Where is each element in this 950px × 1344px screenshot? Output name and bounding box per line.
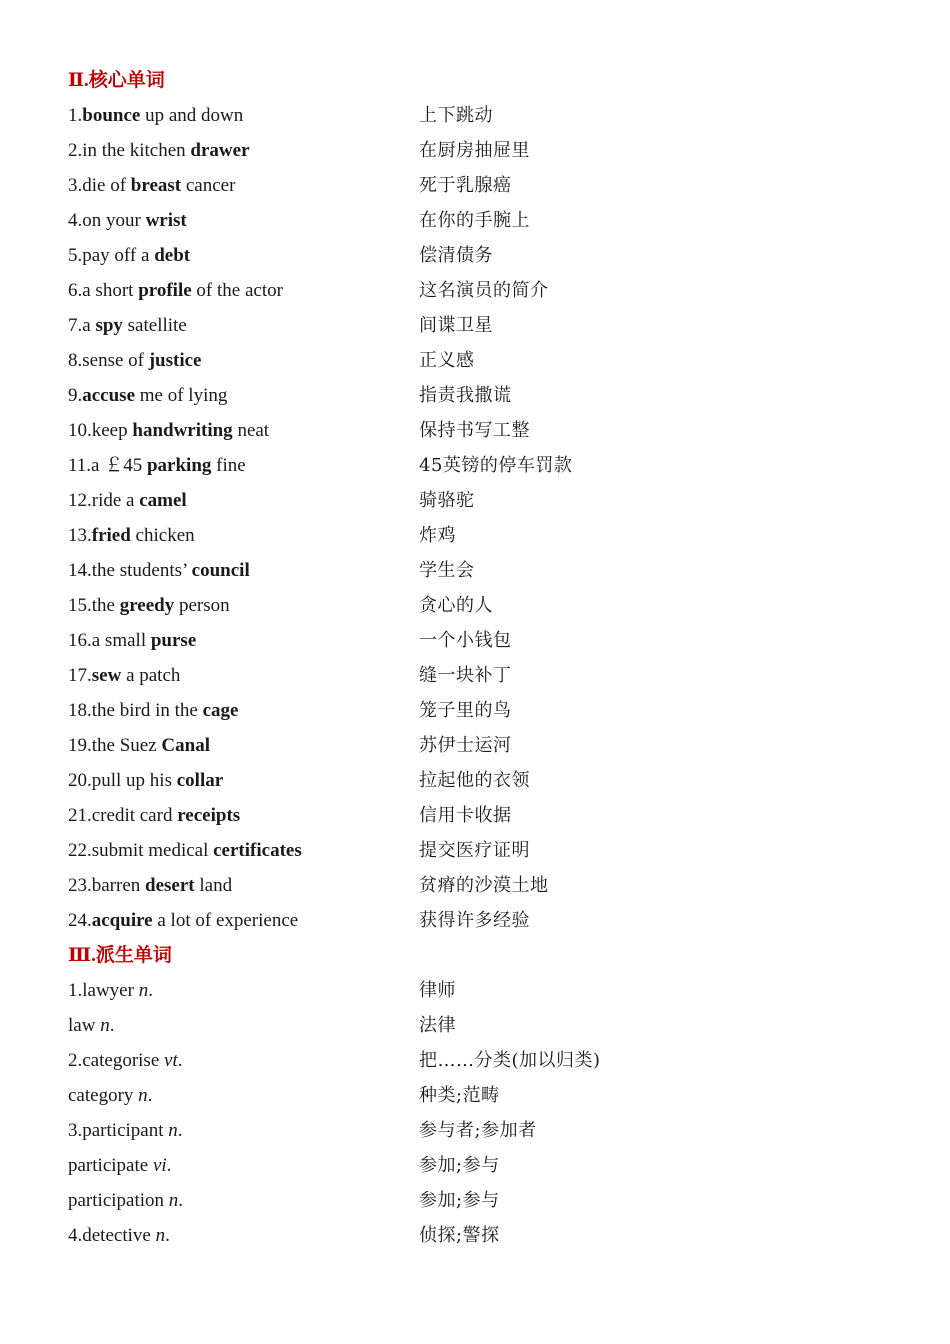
english-phrase <box>68 763 223 798</box>
item-number: 23. <box>68 875 92 896</box>
phrase-prefix: the <box>91 595 120 616</box>
chinese-translation: 贪心的人 <box>419 595 493 616</box>
english-phrase <box>68 973 153 1008</box>
part-of-speech: n <box>138 1085 148 1106</box>
item-number: 13. <box>68 525 92 546</box>
item-number: 16. <box>68 630 92 651</box>
item-number: 5. <box>68 245 83 266</box>
english-phrase <box>68 798 240 833</box>
chinese-translation: 保持书写工整 <box>419 420 530 441</box>
phrase-prefix: the Suez <box>91 735 162 756</box>
english-phrase <box>68 1078 152 1113</box>
chinese-translation: 贫瘠的沙漠土地 <box>419 875 549 896</box>
keyword: council <box>191 560 250 581</box>
item-number: 3. <box>68 1120 83 1141</box>
chinese-translation: 学生会 <box>419 560 475 581</box>
item-number: 18. <box>68 700 92 721</box>
vocab-row <box>68 448 888 483</box>
keyword: handwriting <box>132 420 233 441</box>
english-phrase <box>68 238 190 273</box>
keyword: Canal <box>161 735 210 756</box>
chinese-translation: 提交医疗证明 <box>419 840 530 861</box>
phrase-suffix: a lot of experience <box>152 910 299 931</box>
vocab-row <box>68 1043 888 1078</box>
english-phrase <box>68 168 235 203</box>
part-of-speech: vt <box>164 1050 178 1071</box>
vocab-row <box>68 98 888 133</box>
keyword: wrist <box>145 210 187 231</box>
keyword: spy <box>95 315 123 336</box>
part-of-speech: n <box>138 980 149 1001</box>
vocab-row <box>68 343 888 378</box>
phrase-suffix: fine <box>211 455 246 476</box>
pos-period: . <box>166 1155 172 1176</box>
keyword: purse <box>150 630 197 651</box>
english-phrase <box>68 658 180 693</box>
chinese-translation: 炸鸡 <box>419 525 456 546</box>
chinese-translation: 参加;参与 <box>419 1190 500 1211</box>
item-number: 20. <box>68 770 92 791</box>
vocab-row <box>68 588 888 623</box>
section-title: Ⅱ.核心单词 <box>68 70 165 91</box>
chinese-translation: 获得许多经验 <box>419 910 530 931</box>
phrase-prefix: in the kitchen <box>82 140 191 161</box>
phrase-prefix: die of <box>82 175 131 196</box>
vocab-row <box>68 973 888 1008</box>
chinese-translation: 骑骆驼 <box>419 490 475 511</box>
vocab-row <box>68 833 888 868</box>
keyword: camel <box>139 490 187 511</box>
vocab-row <box>68 378 888 413</box>
part-of-speech: n <box>168 1120 178 1141</box>
item-number: 1. <box>68 105 83 126</box>
keyword: greedy <box>119 595 175 616</box>
item-number: 1. <box>68 980 83 1001</box>
part-of-speech: n <box>100 1015 110 1036</box>
phrase-prefix: credit card <box>91 805 178 826</box>
phrase-prefix: lawyer <box>82 980 139 1001</box>
item-number: 12. <box>68 490 92 511</box>
chinese-translation: 苏伊士运河 <box>419 735 512 756</box>
pos-period: . <box>177 1050 183 1071</box>
keyword: justice <box>148 350 202 371</box>
vocab-row <box>68 168 888 203</box>
english-phrase <box>68 133 250 168</box>
english-phrase <box>68 1218 170 1253</box>
phrase-prefix: category <box>68 1085 139 1106</box>
english-phrase <box>68 693 238 728</box>
english-phrase <box>68 1008 114 1043</box>
part-of-speech: vi <box>152 1155 167 1176</box>
item-number: 9. <box>68 385 83 406</box>
phrase-prefix: barren <box>91 875 146 896</box>
phrase-prefix: a small <box>91 630 151 651</box>
vocab-row <box>68 868 888 903</box>
item-number: 11. <box>68 455 92 476</box>
english-phrase <box>68 903 298 938</box>
vocab-row <box>68 1148 888 1183</box>
keyword: sew <box>91 665 122 686</box>
keyword: certificates <box>213 840 302 861</box>
vocab-row <box>68 238 888 273</box>
chinese-translation: 在你的手腕上 <box>419 210 530 231</box>
phrase-prefix: a ￡45 <box>91 455 147 476</box>
english-phrase <box>68 308 187 343</box>
keyword: cage <box>202 700 239 721</box>
pos-period: . <box>147 1085 153 1106</box>
phrase-suffix: up and down <box>140 105 244 126</box>
english-phrase <box>68 588 230 623</box>
vocab-row <box>68 273 888 308</box>
keyword: desert <box>145 875 195 896</box>
vocab-row <box>68 413 888 448</box>
phrase-prefix: on your <box>82 210 146 231</box>
english-phrase <box>68 1043 182 1078</box>
keyword: parking <box>146 455 212 476</box>
english-phrase <box>68 623 196 658</box>
chinese-translation: 缝一块补丁 <box>419 665 512 686</box>
phrase-suffix: land <box>194 875 233 896</box>
pos-period: . <box>178 1190 184 1211</box>
chinese-translation: 侦探;警探 <box>419 1225 500 1246</box>
phrase-prefix: a <box>82 315 96 336</box>
phrase-prefix: participate <box>68 1155 153 1176</box>
english-phrase <box>68 378 227 413</box>
keyword: drawer <box>190 140 250 161</box>
phrase-prefix: detective <box>82 1225 156 1246</box>
phrase-suffix: me of lying <box>135 385 228 406</box>
english-phrase <box>68 203 187 238</box>
phrase-prefix: participation <box>68 1190 169 1211</box>
keyword: profile <box>138 280 192 301</box>
vocab-row <box>68 308 888 343</box>
item-number: 10. <box>68 420 92 441</box>
vocabulary-page <box>68 63 888 1253</box>
pos-period: . <box>165 1225 170 1246</box>
vocab-row <box>68 1008 888 1043</box>
english-phrase <box>68 518 195 553</box>
item-number: 22. <box>68 840 92 861</box>
english-phrase <box>68 1148 171 1183</box>
english-phrase <box>68 1183 183 1218</box>
item-number: 14. <box>68 560 92 581</box>
phrase-prefix: the students’ <box>91 560 192 581</box>
part-of-speech: n <box>168 1190 179 1211</box>
chinese-translation: 死于乳腺癌 <box>419 175 512 196</box>
english-phrase <box>68 98 243 133</box>
chinese-translation: 在厨房抽屉里 <box>419 140 530 161</box>
keyword: fried <box>91 525 131 546</box>
vocab-row <box>68 553 888 588</box>
chinese-translation: 种类;范畴 <box>419 1085 500 1106</box>
vocab-row <box>68 693 888 728</box>
item-number: 17. <box>68 665 92 686</box>
english-phrase <box>68 343 202 378</box>
vocab-row <box>68 728 888 763</box>
item-number: 4. <box>68 210 83 231</box>
vocab-row <box>68 1183 888 1218</box>
phrase-prefix: ride a <box>91 490 140 511</box>
english-phrase <box>68 448 246 483</box>
chinese-translation: 45英镑的停车罚款 <box>419 455 573 476</box>
phrase-suffix: neat <box>232 420 270 441</box>
chinese-translation: 这名演员的简介 <box>419 280 549 301</box>
phrase-prefix: submit medical <box>91 840 214 861</box>
english-phrase <box>68 553 250 588</box>
phrase-prefix: law <box>68 1015 101 1036</box>
vocab-row <box>68 1218 888 1253</box>
phrase-prefix: participant <box>82 1120 169 1141</box>
item-number: 21. <box>68 805 92 826</box>
english-phrase <box>68 868 232 903</box>
keyword: bounce <box>82 105 141 126</box>
phrase-prefix: categorise <box>82 1050 165 1071</box>
item-number: 7. <box>68 315 83 336</box>
keyword: acquire <box>91 910 153 931</box>
chinese-translation: 偿清债务 <box>419 245 493 266</box>
item-number: 24. <box>68 910 92 931</box>
english-phrase <box>68 483 187 518</box>
phrase-suffix: satellite <box>122 315 187 336</box>
english-phrase <box>68 728 210 763</box>
chinese-translation: 正义感 <box>419 350 475 371</box>
phrase-prefix: a short <box>82 280 139 301</box>
item-number: 2. <box>68 140 83 161</box>
phrase-prefix: pay off a <box>82 245 155 266</box>
item-number: 15. <box>68 595 92 616</box>
vocab-row <box>68 483 888 518</box>
phrase-suffix: of the actor <box>191 280 283 301</box>
pos-period: . <box>109 1015 115 1036</box>
phrase-suffix: chicken <box>130 525 195 546</box>
english-phrase <box>68 273 283 308</box>
phrase-suffix: cancer <box>181 175 236 196</box>
chinese-translation: 拉起他的衣领 <box>419 770 530 791</box>
chinese-translation: 律师 <box>419 980 456 1001</box>
vocab-row <box>68 763 888 798</box>
item-number: 8. <box>68 350 83 371</box>
chinese-translation: 把……分类(加以归类) <box>419 1050 601 1071</box>
keyword: breast <box>130 175 182 196</box>
english-phrase <box>68 833 302 868</box>
vocab-row <box>68 133 888 168</box>
item-number: 3. <box>68 175 83 196</box>
vocab-row <box>68 518 888 553</box>
vocab-row <box>68 203 888 238</box>
chinese-translation: 参与者;参加者 <box>419 1120 537 1141</box>
chinese-translation: 指责我撒谎 <box>419 385 512 406</box>
chinese-translation: 间谍卫星 <box>419 315 493 336</box>
english-phrase <box>68 1113 183 1148</box>
keyword: collar <box>176 770 224 791</box>
keyword: debt <box>154 245 191 266</box>
vocab-row <box>68 1113 888 1148</box>
pos-period: . <box>148 980 153 1001</box>
item-number: 4. <box>68 1225 83 1246</box>
pos-period: . <box>177 1120 183 1141</box>
phrase-prefix: the bird in the <box>91 700 203 721</box>
keyword: accuse <box>82 385 136 406</box>
section-title: Ⅲ.派生单词 <box>68 945 172 966</box>
vocab-row <box>68 623 888 658</box>
vocab-row <box>68 1078 888 1113</box>
chinese-translation: 参加;参与 <box>419 1155 500 1176</box>
item-number: 2. <box>68 1050 83 1071</box>
chinese-translation: 笼子里的鸟 <box>419 700 512 721</box>
vocab-row <box>68 903 888 938</box>
phrase-suffix: person <box>174 595 230 616</box>
vocab-row <box>68 658 888 693</box>
phrase-prefix: keep <box>91 420 133 441</box>
item-number: 19. <box>68 735 92 756</box>
phrase-prefix: sense of <box>82 350 149 371</box>
chinese-translation: 一个小钱包 <box>419 630 512 651</box>
english-phrase <box>68 413 269 448</box>
item-number: 6. <box>68 280 83 301</box>
vocab-row <box>68 798 888 833</box>
part-of-speech: n <box>155 1225 166 1246</box>
phrase-suffix: a patch <box>121 665 181 686</box>
chinese-translation: 信用卡收据 <box>419 805 512 826</box>
phrase-prefix: pull up his <box>91 770 177 791</box>
chinese-translation: 上下跳动 <box>419 105 493 126</box>
chinese-translation: 法律 <box>419 1015 456 1036</box>
keyword: receipts <box>177 805 241 826</box>
